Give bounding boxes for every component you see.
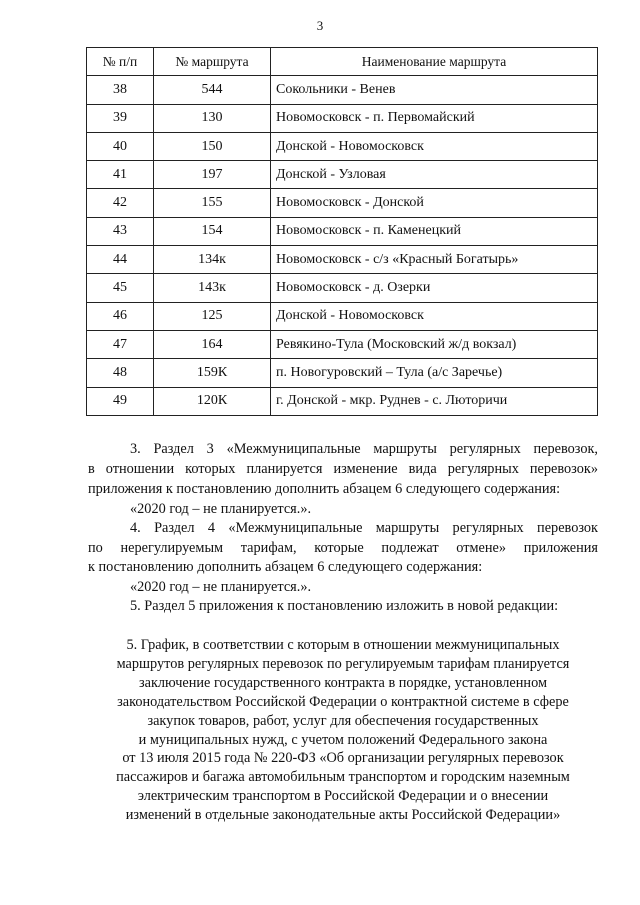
section-5-title xyxy=(88,636,598,825)
routes-table xyxy=(86,47,598,416)
row-number-cell: 48 xyxy=(87,359,154,387)
table-row xyxy=(87,330,598,358)
route-number-cell: 134к xyxy=(154,246,271,274)
route-name-cell: г. Донской - мкр. Руднев - с. Люторичи xyxy=(271,387,598,415)
row-number-cell: 44 xyxy=(87,246,154,274)
row-number-cell: 41 xyxy=(87,161,154,189)
route-number-cell: 544 xyxy=(154,76,271,104)
route-name-cell: Новомосковск - Донской xyxy=(271,189,598,217)
route-number-cell: 155 xyxy=(154,189,271,217)
section-5-title-line: 5. График, в соответствии с которым в отношении межмуниципальных xyxy=(126,637,560,653)
paragraph-4-line-3: к постановлению дополнить абзацем 6 следующего содержания: xyxy=(88,559,483,575)
route-number-cell: 150 xyxy=(154,132,271,160)
route-name-cell: Донской - Новомосковск xyxy=(271,302,598,330)
table-row xyxy=(87,359,598,387)
header-route-number: № маршрута xyxy=(154,48,271,76)
paragraph-3-quote: «2020 год – не планируется.». xyxy=(130,501,312,517)
table-row xyxy=(87,76,598,104)
section-5-title-line: закупок товаров, работ, услуг для обеспечения государственных xyxy=(147,712,539,729)
table-row xyxy=(87,104,598,132)
paragraph-4-quote: «2020 год – не планируется.». xyxy=(130,579,312,595)
row-number-cell: 45 xyxy=(87,274,154,302)
route-name-cell: Донской - Узловая xyxy=(271,161,598,189)
table-row xyxy=(87,274,598,302)
section-5-title-line: заключение государственного контракта в порядке, установленном xyxy=(138,674,547,691)
section-5-title-line: маршрутов регулярных перевозок по регулируемым тарифам планируется xyxy=(116,655,570,672)
table-row xyxy=(87,302,598,330)
paragraph-4-line-1: 4. Раздел 4 «Межмуниципальные маршруты регулярных перевозок xyxy=(130,520,598,536)
table-row xyxy=(87,132,598,160)
route-name-cell: п. Новогуровский – Тула (а/с Заречье) xyxy=(271,359,598,387)
section-5-title-line: от 13 июля 2015 года № 220-ФЗ «Об организации регулярных перевозок xyxy=(122,750,564,767)
row-number-cell: 38 xyxy=(87,76,154,104)
route-number-cell: 125 xyxy=(154,302,271,330)
row-number-cell: 42 xyxy=(87,189,154,217)
table-row xyxy=(87,189,598,217)
paragraph-5: 5. Раздел 5 приложения к постановлению изложить в новой редакции: xyxy=(130,598,559,614)
row-number-cell: 46 xyxy=(87,302,154,330)
route-name-cell: Новомосковск - п. Каменецкий xyxy=(271,217,598,245)
route-number-cell: 154 xyxy=(154,217,271,245)
paragraph-3-line-2: в отношении которых планируется изменение вида регулярных перевозок» xyxy=(88,461,598,477)
table-row xyxy=(87,387,598,415)
table-row xyxy=(87,217,598,245)
route-name-cell: Сокольники - Венев xyxy=(271,76,598,104)
route-number-cell: 159К xyxy=(154,359,271,387)
table-row xyxy=(87,161,598,189)
route-number-cell: 164 xyxy=(154,330,271,358)
route-name-cell: Ревякино-Тула (Московский ж/д вокзал) xyxy=(271,330,598,358)
route-number-cell: 197 xyxy=(154,161,271,189)
section-5-title-line: пассажиров и багажа автомобильным транспортом и городским наземным xyxy=(116,769,570,786)
route-name-cell: Новомосковск - д. Озерки xyxy=(271,274,598,302)
header-route-name: Наименование маршрута xyxy=(271,48,598,76)
route-name-cell: Донской - Новомосковск xyxy=(271,132,598,160)
row-number-cell: 47 xyxy=(87,330,154,358)
route-number-cell: 143к xyxy=(154,274,271,302)
paragraph-4-line-2: по нерегулируемым тарифам, которые подлежат отмене» приложения xyxy=(88,540,598,556)
route-name-cell: Новомосковск - с/з «Красный Богатырь» xyxy=(271,246,598,274)
paragraph-3-line-1: 3. Раздел 3 «Межмуниципальные маршруты регулярных перевозок, xyxy=(130,441,598,457)
header-row-number: № п/п xyxy=(87,48,154,76)
row-number-cell: 39 xyxy=(87,104,154,132)
paragraph-3-line-3: приложения к постановлению дополнить абзацем 6 следующего содержания: xyxy=(88,481,561,497)
section-5-title-line: законодательством Российской Федерации о контрактной системе в сфере xyxy=(117,693,569,710)
row-number-cell: 40 xyxy=(87,132,154,160)
table-row xyxy=(87,246,598,274)
section-5-title-line: электрическим транспортом в Российской Федерации и о внесении xyxy=(137,788,549,805)
section-5-title-line: изменений в отдельные законодательные акты Российской Федерации» xyxy=(125,807,561,824)
table-header-row xyxy=(87,48,598,76)
row-number-cell: 49 xyxy=(87,387,154,415)
route-number-cell: 120К xyxy=(154,387,271,415)
route-number-cell: 130 xyxy=(154,104,271,132)
page-number: 3 xyxy=(316,18,324,33)
route-name-cell: Новомосковск - п. Первомайский xyxy=(271,104,598,132)
row-number-cell: 43 xyxy=(87,217,154,245)
section-5-title-line: и муниципальных нужд, с учетом положений Федерального закона xyxy=(138,731,548,748)
